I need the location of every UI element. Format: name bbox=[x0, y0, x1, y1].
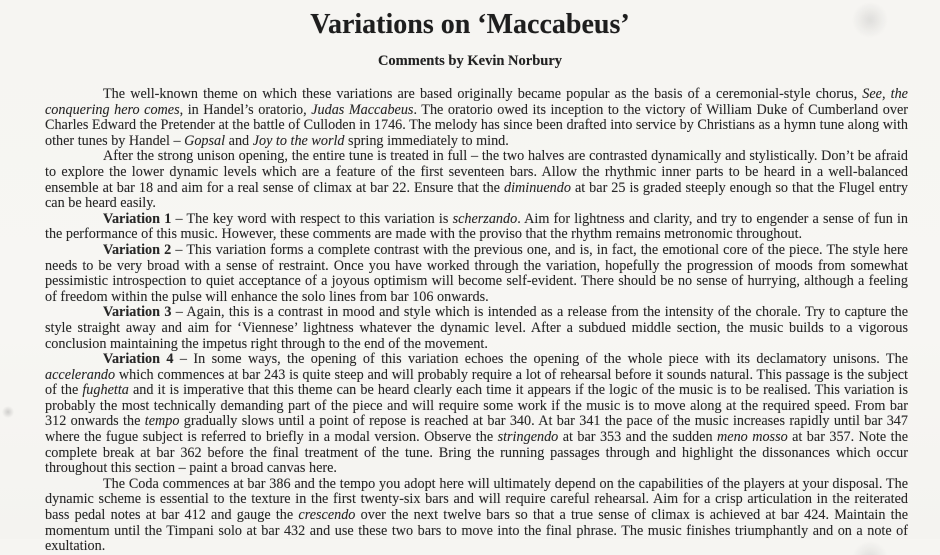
paragraph bbox=[45, 87, 908, 149]
italic-text: tempo bbox=[144, 413, 180, 430]
body-text: – The key word with respect to this variation is bbox=[171, 210, 453, 227]
bold-text: Variation 4 bbox=[103, 351, 174, 368]
paragraph bbox=[45, 477, 908, 555]
paragraph bbox=[45, 212, 908, 243]
paragraph bbox=[45, 305, 908, 352]
italic-text: Gopsal bbox=[184, 132, 226, 149]
body-text: spring immediately to mind. bbox=[344, 132, 509, 149]
italic-text: diminuendo bbox=[503, 179, 571, 196]
body-text: . Aim for lightness and clarity, and try to engender a sense of fun in the performance of this music. However, these comments are made with the proviso that the rhythm remains metronomic throughout. bbox=[45, 210, 909, 243]
body-text: , in Handel’s oratorio, bbox=[179, 101, 312, 118]
page-subtitle: Comments by Kevin Norbury bbox=[377, 53, 563, 69]
bold-text: Variation 1 bbox=[103, 210, 172, 227]
document-body bbox=[45, 87, 908, 555]
italic-text: stringendo bbox=[497, 429, 559, 446]
body-text: The Coda commences at bar 386 and the tempo you adopt here will ultimately depend on the capabilities of the players at your disposal. The dynamic scheme is essential to the texture in the first twenty-six bars and will require careful rehearsal. Aim for a crisp articulation in the reiterated bass pedal notes at bar 412 and gauge the bbox=[45, 475, 908, 524]
italic-text: Judas Maccabeus bbox=[311, 101, 414, 118]
italic-text: fughetta bbox=[82, 382, 129, 399]
page-title: Variations on ‘Maccabeus’ bbox=[310, 9, 630, 40]
body-text: at bar 357. Note the complete break at bar 362 before the final treatment of the tune. Bring the running passages through and highlight the dissonances which occur throughout this section – paint a broad canvas here. bbox=[45, 429, 908, 477]
italic-text: meno mosso bbox=[717, 429, 788, 446]
body-text: – This variation forms a complete contrast with the previous one, and is, in fact, the emotional core of the piece. The style here needs to be very broad with a sense of restraint. Once you have worked through the variation, hopefully the progression of moods from somewhat pessimistic introspection to quiet acceptance of a joyous optimism will become self-evident. There should be no sense of hurrying, although a feeling of freedom within the pulse will enhance the solo lines from bar 106 onwards. bbox=[45, 241, 908, 305]
body-text: – Again, this is a contrast in mood and style which is intended as a release from the intensity of the chorale. Try to capture the style straight away and aim for ‘Viennese’ lightness whatever the dynamic level. After a subdued middle section, the music builds to a vigorous conclusion maintaining the impetus right through to the end of the movement. bbox=[45, 304, 908, 352]
bold-text: Variation 2 bbox=[103, 241, 172, 258]
body-text: which commences at bar 243 is quite steep and will probably require a lot of rehearsal before it sounds natural. This passage is the subject of the bbox=[45, 366, 908, 399]
italic-text: crescendo bbox=[298, 507, 356, 524]
italic-text: See, the conquering hero comes bbox=[45, 86, 908, 118]
paragraph bbox=[45, 243, 908, 305]
body-text: gradually slows until a point of repose is reached at bar 340. At bar 341 the pace of the music increases rapidly until bar 347 where the fugue subject is referred to briefly in a modal version. Observe the bbox=[45, 413, 908, 446]
body-text: – In some ways, the opening of this variation echoes the opening of the whole piece with its declamatory unisons. The bbox=[173, 351, 908, 368]
body-text: The well-known theme on which these variations are based originally became popular as the basis of a ceremonial-style chorus, bbox=[103, 86, 863, 102]
italic-text: scherzando bbox=[452, 210, 518, 227]
paragraph bbox=[45, 352, 908, 477]
paragraph bbox=[45, 149, 908, 211]
italic-text: accelerando bbox=[45, 366, 116, 383]
bold-text: Variation 3 bbox=[103, 304, 172, 321]
body-text: at bar 353 and the sudden bbox=[558, 429, 718, 446]
body-text: After the strong unison opening, the entire tune is treated in full – the two halves are contrasted dynamically and stylistically. Don’t be afraid to explore the lower dynamic levels which are a feature of the first seventeen bars. Allow the rhythmic inner parts to be heard in a well-balanced ensemble at bar 18 and aim for a real sense of climax at bar 22. Ensure that the bbox=[45, 148, 908, 196]
body-text: and bbox=[225, 132, 253, 149]
body-text: . The oratorio owed its inception to the victory of William Duke of Cumberland over Charles Edward the Pretender at the battle of Culloden in 1746. The melody has since been drafted into service by Christians as a hymn tune along with other tunes by Handel – bbox=[45, 101, 908, 149]
body-text: at bar 25 is graded steeply enough so that the Flugel entry can be heard easily. bbox=[45, 179, 908, 212]
body-text: and it is imperative that this theme can be heard clearly each time it appears if the logic of the music is to be realised. This variation is probably the most technically demanding part of the piece and will require some work if the music is to move along at the required speed. From bar 312 onwards the bbox=[45, 382, 908, 430]
body-text: over the next twelve bars so that a true sense of climax is achieved at bar 424. Maintain the momentum until the Timpani solo at bar 432 and use these two bars to move into the final phrase. The music finishes triumphantly and on a note of exultation. bbox=[45, 507, 908, 555]
italic-text: Joy to the world bbox=[252, 132, 345, 149]
